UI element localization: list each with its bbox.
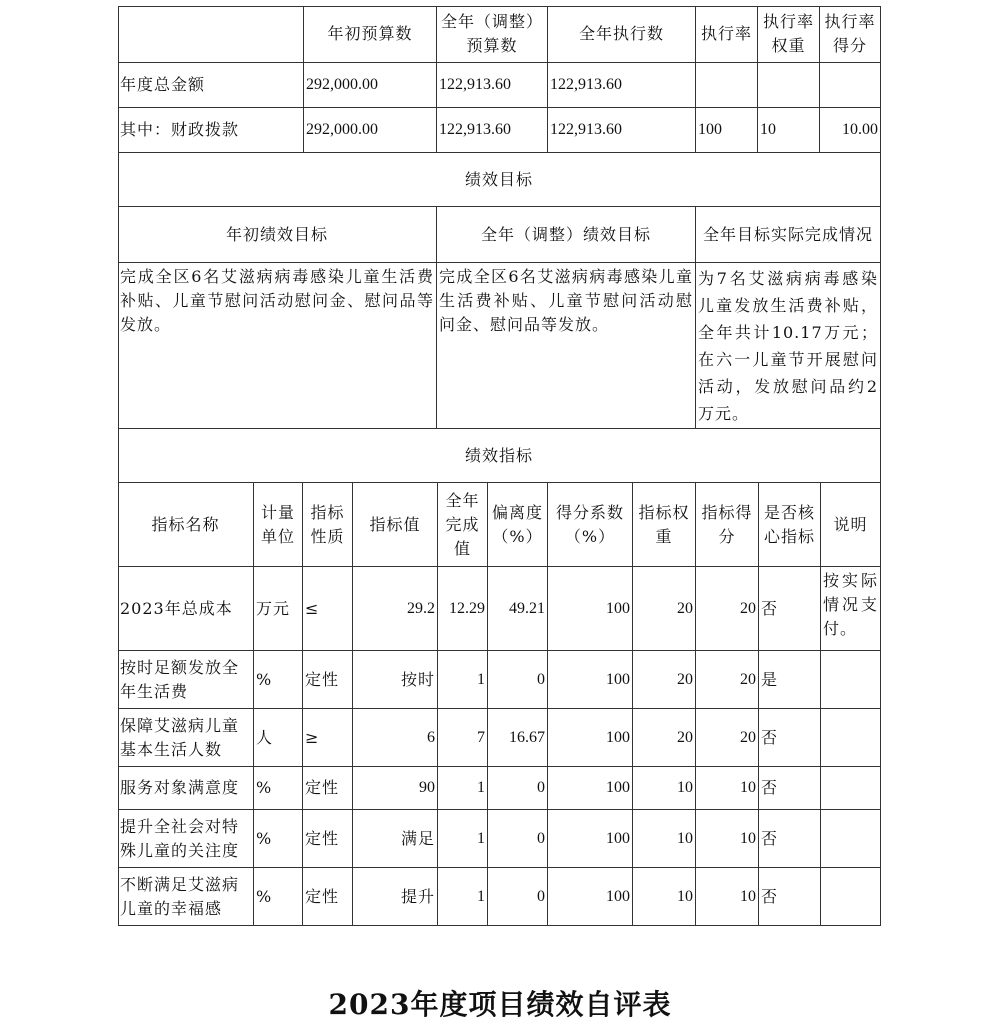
ind-row-name: 按时足额发放全年生活费: [118, 651, 254, 709]
ind-header-actual: 全年完成值: [438, 483, 488, 567]
ind-header-value: 指标值: [353, 483, 438, 567]
budget-row-actual: 122,913.60: [548, 63, 696, 108]
ind-row-weight: 10: [633, 810, 696, 868]
ind-row-coef: 100: [548, 567, 633, 651]
ind-header-deviation: 偏离度（%）: [488, 483, 548, 567]
budget-row-exec-weight: 10: [758, 108, 820, 153]
budget-row-label: 其中：财政拨款: [118, 108, 304, 153]
ind-header-nature: 指标性质: [303, 483, 353, 567]
ind-row-note: [821, 868, 881, 926]
indicators-section-title: 绩效指标: [118, 429, 881, 483]
ind-row-actual: 1: [438, 810, 488, 868]
ind-row-nature: ≥: [303, 709, 353, 767]
ind-row-nature: 定性: [303, 767, 353, 810]
ind-row-score: 20: [696, 709, 759, 767]
ind-row-unit: %: [254, 767, 303, 810]
budget-row-actual: 122,913.60: [548, 108, 696, 153]
ind-row-actual: 1: [438, 767, 488, 810]
goals-actual-text: 为7名艾滋病病毒感染儿童发放生活费补贴，全年共计10.17万元；在六一儿童节开展慰问活动，发放慰问品约2万元。: [696, 263, 881, 429]
ind-row-unit: 人: [254, 709, 303, 767]
budget-row-exec-rate: [696, 63, 758, 108]
ind-row-nature: 定性: [303, 651, 353, 709]
ind-row-value: 29.2: [353, 567, 438, 651]
ind-header-unit: 计量单位: [254, 483, 303, 567]
ind-row-weight: 20: [633, 651, 696, 709]
ind-row-core: 否: [759, 567, 821, 651]
ind-row-value: 90: [353, 767, 438, 810]
goals-header-adjusted: 全年（调整）绩效目标: [437, 207, 696, 263]
ind-row-nature: 定性: [303, 810, 353, 868]
ind-header-weight: 指标权重: [633, 483, 696, 567]
ind-row-deviation: 0: [488, 651, 548, 709]
ind-row-nature: 定性: [303, 868, 353, 926]
budget-row-exec-rate: 100: [696, 108, 758, 153]
budget-row-adjusted: 122,913.60: [437, 63, 548, 108]
ind-row-core: 是: [759, 651, 821, 709]
ind-row-weight: 20: [633, 567, 696, 651]
ind-row-coef: 100: [548, 810, 633, 868]
budget-row-exec-weight: [758, 63, 820, 108]
ind-row-deviation: 49.21: [488, 567, 548, 651]
ind-header-note: 说明: [821, 483, 881, 567]
budget-header-initial: 年初预算数: [304, 6, 437, 63]
ind-row-value: 按时: [353, 651, 438, 709]
ind-row-weight: 10: [633, 767, 696, 810]
budget-row-adjusted: 122,913.60: [437, 108, 548, 153]
budget-row-exec-score: 10.00: [820, 108, 881, 153]
ind-row-deviation: 0: [488, 868, 548, 926]
ind-row-coef: 100: [548, 709, 633, 767]
ind-row-unit: %: [254, 868, 303, 926]
goals-section-title: 绩效目标: [118, 153, 881, 207]
ind-row-unit: 万元: [254, 567, 303, 651]
ind-row-core: 否: [759, 767, 821, 810]
ind-row-name: 不断满足艾滋病儿童的幸福感: [118, 868, 254, 926]
ind-row-note: [821, 709, 881, 767]
ind-row-name: 保障艾滋病儿童基本生活人数: [118, 709, 254, 767]
ind-row-coef: 100: [548, 767, 633, 810]
budget-row-label: 年度总金额: [118, 63, 304, 108]
ind-row-name: 提升全社会对特殊儿童的关注度: [118, 810, 254, 868]
ind-row-note: 按实际情况支付。: [821, 567, 881, 651]
ind-row-actual: 1: [438, 651, 488, 709]
ind-row-score: 10: [696, 868, 759, 926]
budget-header-adjusted: 全年（调整）预算数: [437, 6, 548, 63]
ind-row-name: 服务对象满意度: [118, 767, 254, 810]
budget-row-exec-score: [820, 63, 881, 108]
ind-header-name: 指标名称: [118, 483, 254, 567]
budget-header-exec-score: 执行率得分: [820, 6, 881, 63]
ind-row-coef: 100: [548, 651, 633, 709]
ind-row-note: [821, 651, 881, 709]
ind-row-deviation: 0: [488, 767, 548, 810]
document-title: 2023年度项目绩效自评表: [328, 988, 672, 1021]
ind-row-score: 10: [696, 810, 759, 868]
budget-header-blank: [118, 6, 304, 63]
goals-adjusted-text: 完成全区6名艾滋病病毒感染儿童生活费补贴、儿童节慰问活动慰问金、慰问品等发放。: [437, 263, 696, 429]
goals-initial-text: 完成全区6名艾滋病病毒感染儿童生活费补贴、儿童节慰问活动慰问金、慰问品等发放。: [118, 263, 437, 429]
budget-row-initial: 292,000.00: [304, 108, 437, 153]
ind-row-value: 满足: [353, 810, 438, 868]
ind-row-unit: %: [254, 810, 303, 868]
ind-header-score: 指标得分: [696, 483, 759, 567]
budget-header-actual: 全年执行数: [548, 6, 696, 63]
ind-row-unit: %: [254, 651, 303, 709]
ind-header-coef: 得分系数（%）: [548, 483, 633, 567]
ind-row-actual: 7: [438, 709, 488, 767]
budget-header-exec-weight: 执行率权重: [758, 6, 820, 63]
ind-row-coef: 100: [548, 868, 633, 926]
ind-row-weight: 20: [633, 709, 696, 767]
ind-row-deviation: 16.67: [488, 709, 548, 767]
ind-row-note: [821, 767, 881, 810]
goals-header-initial: 年初绩效目标: [118, 207, 437, 263]
ind-row-nature: ≤: [303, 567, 353, 651]
ind-row-actual: 1: [438, 868, 488, 926]
budget-row-initial: 292,000.00: [304, 63, 437, 108]
ind-row-weight: 10: [633, 868, 696, 926]
ind-row-score: 10: [696, 767, 759, 810]
ind-row-actual: 12.29: [438, 567, 488, 651]
ind-header-core: 是否核心指标: [759, 483, 821, 567]
goals-header-actual: 全年目标实际完成情况: [696, 207, 881, 263]
ind-row-score: 20: [696, 651, 759, 709]
ind-row-core: 否: [759, 868, 821, 926]
ind-row-name: 2023年总成本: [118, 567, 254, 651]
ind-row-score: 20: [696, 567, 759, 651]
budget-header-exec-rate: 执行率: [696, 6, 758, 63]
ind-row-note: [821, 810, 881, 868]
ind-row-deviation: 0: [488, 810, 548, 868]
ind-row-core: 否: [759, 810, 821, 868]
ind-row-value: 提升: [353, 868, 438, 926]
ind-row-core: 否: [759, 709, 821, 767]
ind-row-value: 6: [353, 709, 438, 767]
